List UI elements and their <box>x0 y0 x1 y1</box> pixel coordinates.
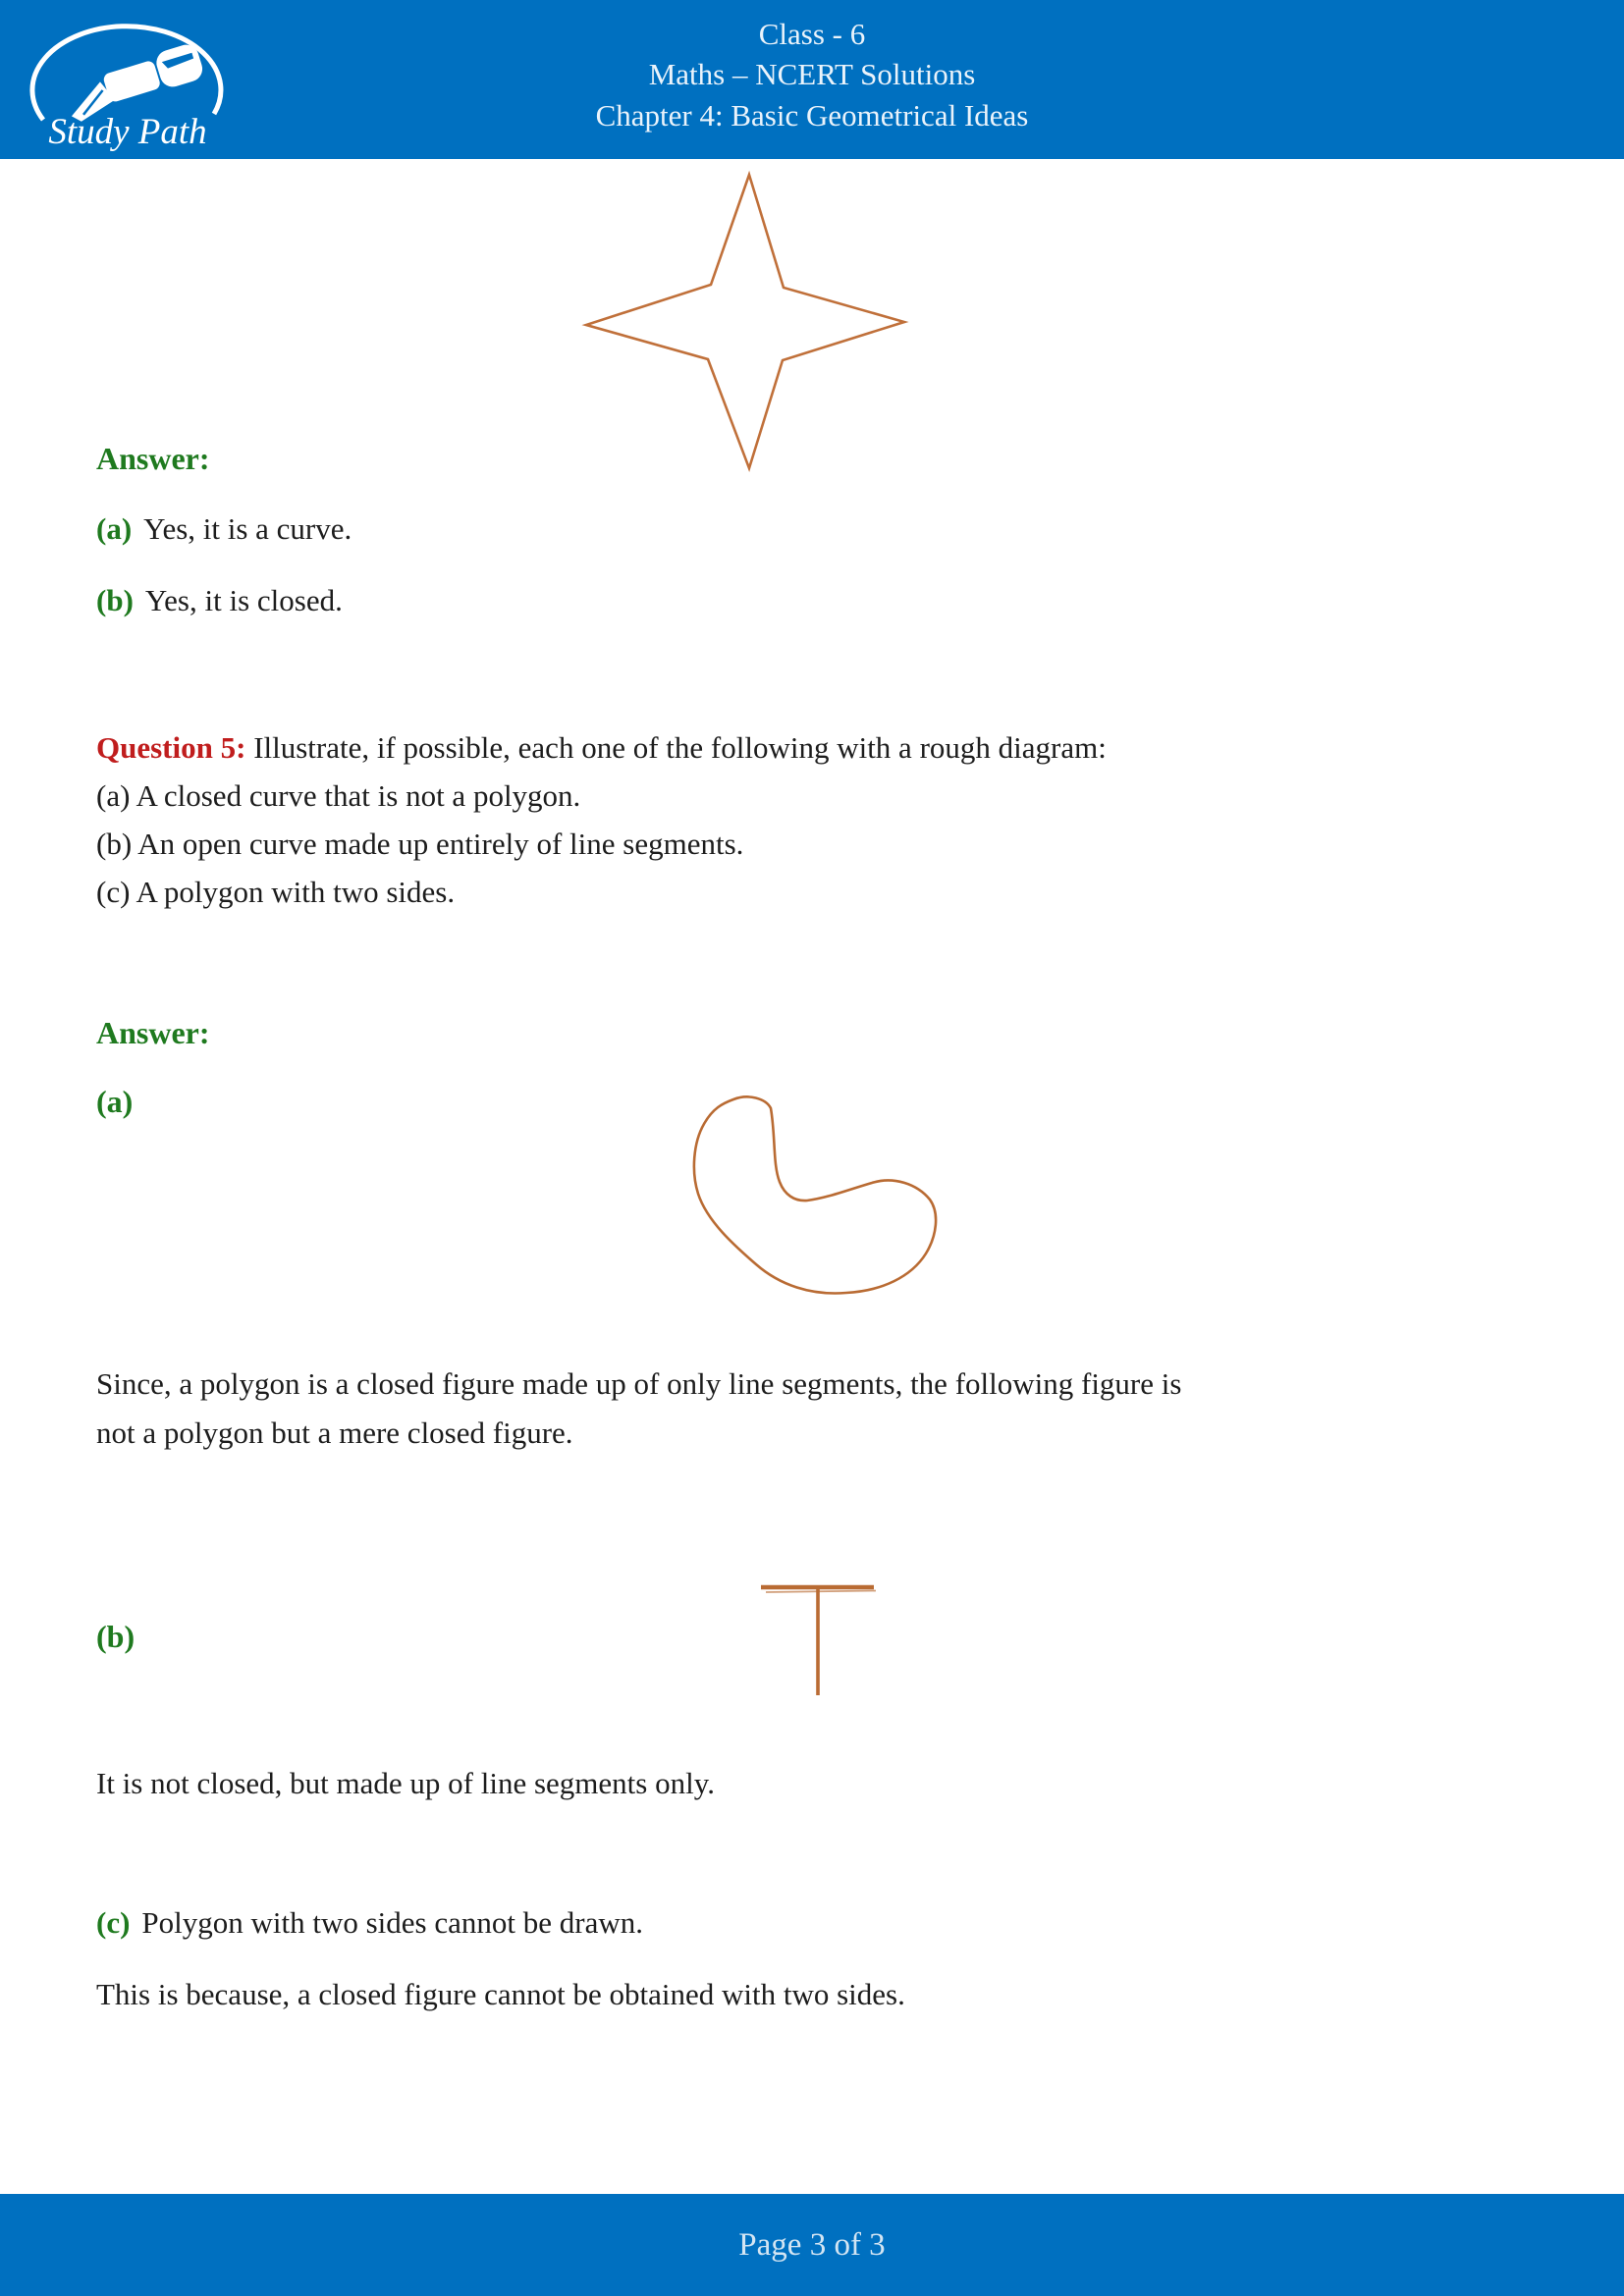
page-header <box>0 0 1624 159</box>
question-5-block <box>96 723 1451 916</box>
answer2-para-c: This is because, a closed figure cannot be obtained with two sides. <box>96 1977 905 2011</box>
question-5-item-a: (a) A closed curve that is not a polygon. <box>96 778 581 813</box>
answer1-a-marker: (a) <box>96 511 133 546</box>
logo-text: Study Path <box>48 112 207 152</box>
answer2-para-a-line2: not a polygon but a mere closed figure. <box>96 1415 573 1450</box>
answer1-item-b <box>96 579 343 622</box>
answer2-part-c-line <box>96 1901 643 1945</box>
tee-figure <box>759 1574 882 1699</box>
question-5-intro: Illustrate, if possible, each one of the following with a rough diagram: <box>253 730 1107 765</box>
header-subject-line: Maths – NCERT Solutions <box>648 57 976 91</box>
header-class-line: Class - 6 <box>758 17 866 51</box>
answer-heading-2: Answer: <box>96 1015 210 1050</box>
answer2-part-b-marker: (b) <box>96 1619 135 1654</box>
question-5-item-c: (c) A polygon with two sides. <box>96 875 456 909</box>
answer1-item-a <box>96 507 352 551</box>
answer1-b-text: Yes, it is closed. <box>144 583 343 617</box>
header-chapter-line: Chapter 4: Basic Geometrical Ideas <box>595 98 1029 133</box>
answer1-b-marker: (b) <box>96 583 134 617</box>
star-outline <box>586 175 904 468</box>
bean-outline <box>694 1096 936 1293</box>
answer2-part-a-marker: (a) <box>96 1084 134 1119</box>
answer2-part-c-marker: (c) <box>96 1905 131 1940</box>
page-number: Page 3 of 3 <box>738 2226 886 2263</box>
answer2-para-a <box>96 1360 1181 1458</box>
tee-top-bar-double-stroke <box>766 1591 876 1593</box>
question-5-item-b: (b) An open curve made up entirely of line segments. <box>96 827 744 861</box>
answer-heading-1: Answer: <box>96 441 210 476</box>
answer1-a-text: Yes, it is a curve. <box>143 511 352 546</box>
star-figure <box>577 167 911 475</box>
answer2-para-b: It is not closed, but made up of line segments only. <box>96 1766 715 1800</box>
bean-figure <box>689 1095 941 1298</box>
answer2-part-c-text: Polygon with two sides cannot be drawn. <box>141 1905 643 1940</box>
question-5-label: Question 5: <box>96 730 246 765</box>
question-5-intro-line <box>96 723 1451 772</box>
answer2-para-a-line1: Since, a polygon is a closed figure made up of only line segments, the following figure is <box>96 1366 1182 1401</box>
page-footer <box>0 2194 1624 2296</box>
